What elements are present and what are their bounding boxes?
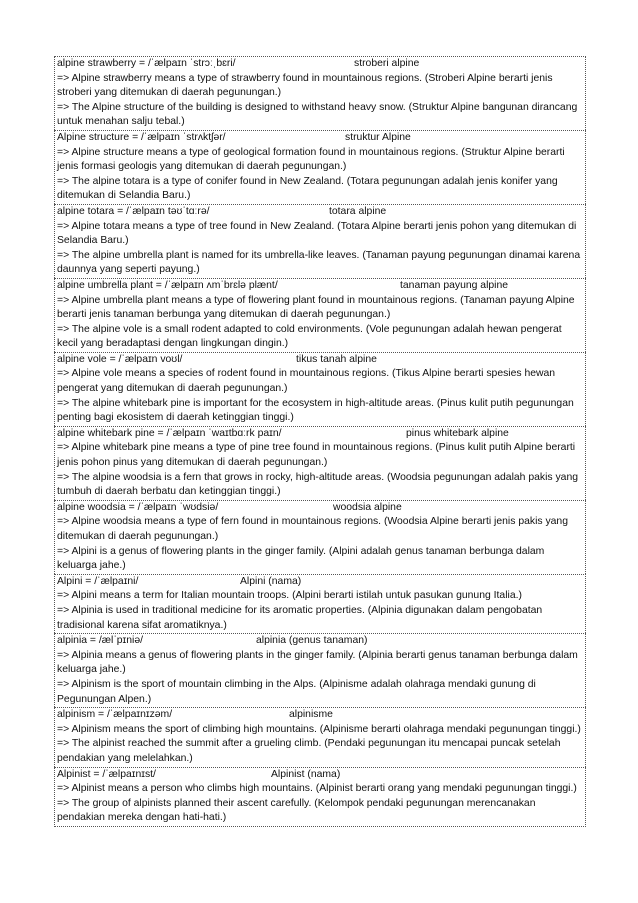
headword: alpine totara = /ˈælpaɪn təʊˈtɑːrə/ — [57, 205, 210, 217]
example: => The group of alpinists planned their ascent carefully. (Kelompok pendaki pegunungan merencanakan pendakian mereka dengan hati-hati.) — [57, 797, 536, 824]
entry-headline — [57, 205, 584, 220]
translation: totara alpine — [329, 205, 387, 217]
translation: stroberi alpine — [354, 58, 420, 69]
entry-alpinism — [54, 707, 586, 766]
dictionary-table — [54, 56, 586, 827]
entry-headline — [57, 501, 584, 516]
entry-headline — [57, 131, 584, 146]
headword: Alpini = /ˈælpaɪni/ — [57, 575, 139, 587]
translation: tikus tanah alpine — [296, 353, 377, 365]
definition: => Alpine whitebark pine means a type of pine tree found in mountainous regions. (Pinus kulit putih Alpine berarti jenis pohon pinus yang ditemukan di daerah pegunungan.) — [57, 442, 576, 469]
entry-headline — [57, 427, 584, 442]
definition: => Alpine structure means a type of geological formation found in mountainous regions. (Struktur Alpine berarti jenis formasi geologis yang ditemukan di daerah pegunungan.) — [57, 146, 565, 173]
entry-headline — [57, 575, 584, 590]
headword: alpinia = /ælˈpɪniə/ — [57, 635, 144, 647]
example: => The alpine totara is a type of conifer found in New Zealand. (Totara pegunungan adalah jenis konifer yang ditemukan di Selandia Baru.) — [57, 175, 558, 202]
translation: struktur Alpine — [345, 131, 411, 143]
headword: alpine vole = /ˈælpaɪn voʊl/ — [57, 353, 183, 365]
headword: alpine strawberry = /ˈælpaɪn ˈstrɔːˌbɛri/ — [57, 58, 236, 69]
headword: alpine whitebark pine = /ˈælpaɪn ˈwaɪtbɑːrk paɪn/ — [57, 427, 282, 439]
definition: => Alpine totara means a type of tree found in New Zealand. (Totara Alpine berarti jenis pohon yang ditemukan di Selandia Baru.) — [57, 220, 577, 247]
entry-alpinist — [54, 767, 586, 827]
translation: alpinisme — [289, 709, 333, 721]
entry-alpine-umbrella-plant — [54, 278, 586, 352]
definition: => Alpine woodsia means a type of fern found in mountainous regions. (Woodsia Alpine berarti jenis pakis yang ditemukan di daerah pegunungan.) — [57, 516, 568, 542]
example: => The alpinist reached the summit after a grueling climb. (Pendaki pegunungan itu mencapai puncak setelah pendakian yang melelahkan.) — [57, 738, 561, 764]
entry-headline — [57, 634, 584, 649]
entry-alpine-woodsia — [54, 500, 586, 574]
entry-alpini — [54, 574, 586, 633]
example: => Alpinia is used in traditional medicine for its aromatic properties. (Alpinia digunakan dalam pengobatan tradisional karena sifat aromatiknya.) — [57, 604, 543, 631]
entry-alpine-structure — [54, 130, 586, 204]
entry-alpine-vole — [54, 352, 586, 426]
translation: tanaman payung alpine — [400, 279, 509, 291]
definition: => Alpinism means the sport of climbing high mountains. (Alpinisme berarti olahraga mendaki pegunungan tinggi.) — [57, 723, 581, 735]
entry-alpine-whitebark-pine — [54, 426, 586, 500]
definition: => Alpinia means a genus of flowering plants in the ginger family. (Alpinia berarti genus tanaman berbunga dalam keluarga jahe.) — [57, 649, 578, 676]
translation: Alpini (nama) — [240, 575, 302, 587]
translation: alpinia (genus tanaman) — [256, 635, 368, 647]
entry-headline — [57, 57, 584, 72]
entry-alpine-totara — [54, 204, 586, 278]
headword: alpinism = /ˈælpaɪnɪzəm/ — [57, 709, 173, 721]
entry-headline — [57, 279, 584, 294]
entry-headline — [57, 353, 584, 368]
entry-alpine-strawberry — [54, 56, 586, 130]
example: => Alpini is a genus of flowering plants in the ginger family. (Alpini adalah genus tanaman berbunga dalam keluarga jahe.) — [57, 545, 545, 572]
definition: => Alpine strawberry means a type of strawberry found in mountainous regions. (Stroberi Alpine berarti jenis stroberi yang ditemukan di daerah pegunungan.) — [57, 72, 553, 99]
definition: => Alpine umbrella plant means a type of flowering plant found in mountainous regions. (Tanaman payung Alpine berarti jenis tanaman berbunga yang ditemukan di daerah pegunungan.) — [57, 294, 575, 321]
definition: => Alpini means a term for Italian mountain troops. (Alpini berarti istilah untuk pasukan gunung Italia.) — [57, 590, 522, 602]
example: => The alpine whitebark pine is important for the ecosystem in high-altitude areas. (Pinus kulit putih pegunungan penting bagi ekosistem di daerah ketinggian tinggi.) — [57, 397, 574, 424]
entry-headline — [57, 768, 584, 783]
example: => The alpine woodsia is a fern that grows in rocky, high-altitude areas. (Woodsia pegunungan adalah pakis yang tumbuh di daerah berbatu dan ketinggian tinggi.) — [57, 471, 579, 498]
example: => Alpinism is the sport of mountain climbing in the Alps. (Alpinisme adalah olahraga mendaki gunung di Pegunungan Alpen.) — [57, 678, 536, 705]
translation: Alpinist (nama) — [271, 768, 341, 780]
example: => The Alpine structure of the building is designed to withstand heavy snow. (Struktur Alpine bangunan dirancang untuk menahan salju tebal.) — [57, 101, 578, 128]
example: => The alpine umbrella plant is named for its umbrella-like leaves. (Tanaman payung pegunungan dinamai karena daunnya yang seperti payung.) — [57, 249, 581, 276]
translation: pinus whitebark alpine — [406, 427, 509, 439]
definition: => Alpine vole means a species of rodent found in mountainous regions. (Tikus Alpine berarti spesies hewan pengerat yang ditemukan di daerah pegunungan.) — [57, 368, 556, 395]
translation: woodsia alpine — [333, 501, 402, 513]
example: => The alpine vole is a small rodent adapted to cold environments. (Vole pegunungan adalah hewan pengerat kecil yang beradaptasi dengan lingkungan dingin.) — [57, 323, 562, 350]
headword: alpine woodsia = /ˈælpaɪn ˈwʊdsiə/ — [57, 501, 219, 513]
definition: => Alpinist means a person who climbs high mountains. (Alpinist berarti orang yang mendaki pegunungan tinggi.) — [57, 783, 577, 795]
headword: alpine umbrella plant = /ˈælpaɪn ʌmˈbrɛlə plænt/ — [57, 279, 278, 291]
headword: Alpinist = /ˈælpaɪnɪst/ — [57, 768, 156, 780]
entry-alpinia — [54, 633, 586, 707]
entry-headline — [57, 708, 584, 723]
headword: Alpine structure = /ˈælpaɪn ˈstrʌktʃər/ — [57, 131, 226, 143]
